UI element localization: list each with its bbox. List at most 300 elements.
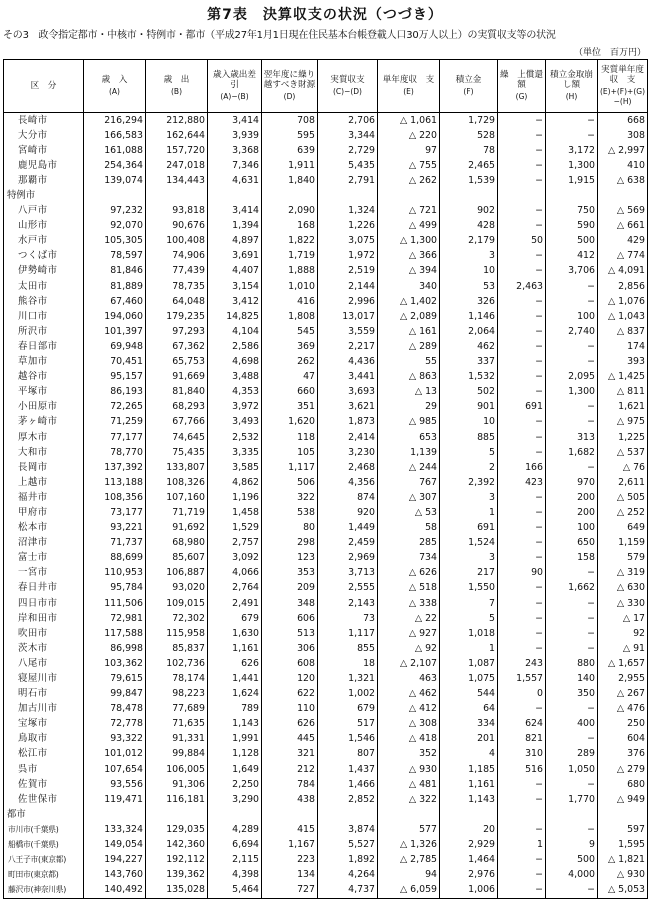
value-cell: 500 — [546, 853, 598, 868]
value-cell: 161,088 — [84, 143, 146, 158]
value-cell: 310 — [498, 747, 546, 762]
table-row — [4, 143, 648, 158]
value-cell: 98,223 — [146, 687, 208, 702]
value-cell: − — [546, 113, 598, 129]
value-cell: 50 — [498, 234, 546, 249]
value-cell: 1,006 — [440, 883, 498, 899]
value-cell: − — [546, 883, 598, 899]
table-row — [4, 777, 648, 792]
value-cell: − — [498, 822, 546, 837]
value-cell: 415 — [262, 822, 318, 837]
value-cell: 334 — [440, 717, 498, 732]
value-cell: △ 338 — [378, 596, 440, 611]
value-cell: △ 863 — [378, 370, 440, 385]
value-cell: 1,991 — [208, 732, 262, 747]
value-cell: 1,226 — [318, 219, 378, 234]
value-cell: 604 — [598, 732, 648, 747]
value-cell: 2,459 — [318, 536, 378, 551]
value-cell: 200 — [546, 490, 598, 505]
value-cell: △ 505 — [598, 490, 648, 505]
column-header-label: 繰 上償還額 — [500, 70, 543, 90]
value-cell: − — [498, 505, 546, 520]
value-cell — [208, 807, 262, 822]
value-cell: − — [498, 294, 546, 309]
value-cell: 2,250 — [208, 777, 262, 792]
value-cell: 517 — [318, 717, 378, 732]
value-cell — [498, 807, 546, 822]
value-cell: 108,326 — [146, 475, 208, 490]
value-cell: 855 — [318, 641, 378, 656]
value-cell: 2,764 — [208, 581, 262, 596]
value-cell: 139,074 — [84, 173, 146, 188]
value-cell: − — [498, 596, 546, 611]
value-cell: 590 — [546, 219, 598, 234]
table-row — [4, 370, 648, 385]
value-cell: △ 811 — [598, 385, 648, 400]
value-cell: 500 — [546, 234, 598, 249]
value-cell: 1,464 — [440, 853, 498, 868]
city-name: 市川市(千葉県) — [4, 822, 84, 837]
value-cell: 2,740 — [546, 324, 598, 339]
value-cell: 101,012 — [84, 747, 146, 762]
value-cell: 393 — [598, 355, 648, 370]
value-cell: 6,694 — [208, 838, 262, 853]
value-cell: △ 537 — [598, 445, 648, 460]
value-cell: 107,160 — [146, 490, 208, 505]
value-cell: △ 462 — [378, 687, 440, 702]
value-cell: 1,437 — [318, 762, 378, 777]
value-cell: − — [498, 551, 546, 566]
value-cell: 750 — [546, 204, 598, 219]
settlement-table — [3, 59, 648, 899]
value-cell: 106,887 — [146, 566, 208, 581]
value-cell: 81,840 — [146, 385, 208, 400]
value-cell: △ 91 — [598, 641, 648, 656]
value-cell: 538 — [262, 505, 318, 520]
column-header-code: (B) — [171, 87, 182, 96]
value-cell: △ 930 — [598, 868, 648, 883]
value-cell: 1,010 — [262, 279, 318, 294]
value-cell: 133,807 — [146, 460, 208, 475]
value-cell: 1 — [498, 838, 546, 853]
value-cell: 74,906 — [146, 249, 208, 264]
table-row — [4, 656, 648, 671]
value-cell: 247,018 — [146, 158, 208, 173]
table-row — [4, 173, 648, 188]
table-subtitle: その3 政令指定都市・中核市・特例市・都市（平成27年1月1日現在住民基本台帳登載人口30万人以上）の実質収支等の状況 — [3, 30, 556, 41]
value-cell: 4,631 — [208, 173, 262, 188]
value-cell: 97,293 — [146, 324, 208, 339]
city-name: 宮崎市 — [4, 143, 84, 158]
value-cell: − — [498, 641, 546, 656]
value-cell: 3,488 — [208, 370, 262, 385]
value-cell: − — [498, 853, 546, 868]
value-cell: − — [498, 777, 546, 792]
value-cell: 78,735 — [146, 279, 208, 294]
value-cell: 217 — [440, 566, 498, 581]
value-cell: △ 6,059 — [378, 883, 440, 899]
table-row — [4, 113, 648, 129]
value-cell: 3,335 — [208, 445, 262, 460]
table-row — [4, 732, 648, 747]
value-cell: 13,017 — [318, 309, 378, 324]
value-cell: 129,035 — [146, 822, 208, 837]
value-cell: − — [546, 566, 598, 581]
value-cell: 369 — [262, 339, 318, 354]
group-row — [4, 807, 648, 822]
value-cell: 1,620 — [262, 415, 318, 430]
value-cell: △ 2,997 — [598, 143, 648, 158]
value-cell: 134,443 — [146, 173, 208, 188]
value-cell: 106,005 — [146, 762, 208, 777]
column-header — [4, 60, 84, 113]
value-cell — [546, 807, 598, 822]
value-cell: 679 — [208, 611, 262, 626]
value-cell: △ 975 — [598, 415, 648, 430]
value-cell: 14,825 — [208, 309, 262, 324]
value-cell: 1,167 — [262, 838, 318, 853]
value-cell: △ 412 — [378, 702, 440, 717]
value-cell: 4,356 — [318, 475, 378, 490]
value-cell: 4,737 — [318, 883, 378, 899]
value-cell: 3,344 — [318, 128, 378, 143]
value-cell: 1,117 — [318, 626, 378, 641]
value-cell: 650 — [546, 536, 598, 551]
city-name: 太田市 — [4, 279, 84, 294]
value-cell: 5,527 — [318, 838, 378, 853]
value-cell: 1 — [440, 505, 498, 520]
value-cell: − — [498, 264, 546, 279]
value-cell: − — [546, 732, 598, 747]
value-cell — [318, 807, 378, 822]
value-cell: 353 — [262, 566, 318, 581]
city-name: 明石市 — [4, 687, 84, 702]
value-cell: 91,331 — [146, 732, 208, 747]
value-cell: 2,414 — [318, 430, 378, 445]
value-cell: 212,880 — [146, 113, 208, 129]
value-cell: 3,075 — [318, 234, 378, 249]
value-cell: 85,837 — [146, 641, 208, 656]
table-row — [4, 868, 648, 883]
value-cell: △ 930 — [378, 762, 440, 777]
value-cell: 429 — [598, 234, 648, 249]
value-cell: 5,435 — [318, 158, 378, 173]
value-cell: 4,353 — [208, 385, 262, 400]
value-cell: 639 — [262, 143, 318, 158]
value-cell: − — [546, 641, 598, 656]
value-cell: 86,193 — [84, 385, 146, 400]
value-cell: 118 — [262, 430, 318, 445]
value-cell: 416 — [262, 294, 318, 309]
value-cell: 100,408 — [146, 234, 208, 249]
value-cell: 53 — [440, 279, 498, 294]
value-cell: − — [498, 128, 546, 143]
value-cell: 67,460 — [84, 294, 146, 309]
city-name: 長崎市 — [4, 113, 84, 129]
value-cell: 90 — [498, 566, 546, 581]
value-cell: 1,550 — [440, 581, 498, 596]
value-cell: 321 — [262, 747, 318, 762]
value-cell: 298 — [262, 536, 318, 551]
value-cell: △ 1,326 — [378, 838, 440, 853]
value-cell: △ 476 — [598, 702, 648, 717]
city-name: 鳥取市 — [4, 732, 84, 747]
value-cell: 1,139 — [378, 445, 440, 460]
value-cell: 3,585 — [208, 460, 262, 475]
value-cell: 1,196 — [208, 490, 262, 505]
value-cell: 93,221 — [84, 521, 146, 536]
value-cell: 2,555 — [318, 581, 378, 596]
value-cell: − — [498, 792, 546, 807]
value-cell: 166,583 — [84, 128, 146, 143]
value-cell: 3,713 — [318, 566, 378, 581]
value-cell: △ 22 — [378, 611, 440, 626]
value-cell: 1,911 — [262, 158, 318, 173]
column-header-label: 実質単年度収 支 — [601, 65, 644, 85]
value-cell: 111,506 — [84, 596, 146, 611]
value-cell: 579 — [598, 551, 648, 566]
city-name: 佐世保市 — [4, 792, 84, 807]
city-name: 八戸市 — [4, 204, 84, 219]
value-cell: 95,157 — [84, 370, 146, 385]
value-cell: 1,075 — [440, 671, 498, 686]
value-cell: 4,436 — [318, 355, 378, 370]
table-row — [4, 521, 648, 536]
table-row — [4, 551, 648, 566]
value-cell: 1,449 — [318, 521, 378, 536]
column-header — [378, 60, 440, 113]
city-name: 松本市 — [4, 521, 84, 536]
city-name: 大分市 — [4, 128, 84, 143]
value-cell: △ 1,061 — [378, 113, 440, 129]
city-name: 春日井市 — [4, 581, 84, 596]
value-cell: 103,362 — [84, 656, 146, 671]
column-header-label: 実質収支 — [330, 75, 365, 85]
table-row — [4, 671, 648, 686]
value-cell: △ 366 — [378, 249, 440, 264]
table-row — [4, 490, 648, 505]
value-cell: 116,181 — [146, 792, 208, 807]
value-cell: 2,856 — [598, 279, 648, 294]
value-cell: 174 — [598, 339, 648, 354]
value-cell: △ 755 — [378, 158, 440, 173]
column-header-code: (A) — [109, 87, 120, 96]
value-cell: △ 330 — [598, 596, 648, 611]
value-cell: 1,185 — [440, 762, 498, 777]
table-row — [4, 687, 648, 702]
value-cell: 1,546 — [318, 732, 378, 747]
value-cell: 445 — [262, 732, 318, 747]
value-cell: 1,915 — [546, 173, 598, 188]
table-row — [4, 596, 648, 611]
value-cell: 3,412 — [208, 294, 262, 309]
value-cell: − — [498, 158, 546, 173]
value-cell: − — [546, 596, 598, 611]
value-cell: 3 — [440, 551, 498, 566]
value-cell: 9 — [546, 838, 598, 853]
value-cell: 880 — [546, 656, 598, 671]
group-row — [4, 188, 648, 203]
value-cell: 4,289 — [208, 822, 262, 837]
value-cell: △ 518 — [378, 581, 440, 596]
city-name: つくば市 — [4, 249, 84, 264]
value-cell: 1,324 — [318, 204, 378, 219]
value-cell: 67,766 — [146, 415, 208, 430]
value-cell: 1,018 — [440, 626, 498, 641]
value-cell: 72,265 — [84, 400, 146, 415]
value-cell: 1,532 — [440, 370, 498, 385]
value-cell: 1,682 — [546, 445, 598, 460]
city-name: 山形市 — [4, 219, 84, 234]
city-name: 福井市 — [4, 490, 84, 505]
city-name: 一宮市 — [4, 566, 84, 581]
value-cell: △ 927 — [378, 626, 440, 641]
value-cell: 91,306 — [146, 777, 208, 792]
value-cell: 885 — [440, 430, 498, 445]
value-cell: 3,441 — [318, 370, 378, 385]
value-cell: 3,290 — [208, 792, 262, 807]
value-cell — [146, 188, 208, 203]
value-cell: △ 308 — [378, 717, 440, 732]
value-cell: 78,174 — [146, 671, 208, 686]
value-cell: 85,607 — [146, 551, 208, 566]
value-cell: 1,128 — [208, 747, 262, 762]
value-cell: 3,972 — [208, 400, 262, 415]
value-cell: 1,458 — [208, 505, 262, 520]
value-cell: 1,394 — [208, 219, 262, 234]
value-cell: 4,897 — [208, 234, 262, 249]
value-cell: 68,980 — [146, 536, 208, 551]
value-cell: △ 2,107 — [378, 656, 440, 671]
value-cell: 4,698 — [208, 355, 262, 370]
value-cell: 107,654 — [84, 762, 146, 777]
value-cell: 2,465 — [440, 158, 498, 173]
city-name: 加古川市 — [4, 702, 84, 717]
value-cell: 2,611 — [598, 475, 648, 490]
value-cell: 2,392 — [440, 475, 498, 490]
value-cell: 3,939 — [208, 128, 262, 143]
city-name: 鹿児島市 — [4, 158, 84, 173]
value-cell — [378, 807, 440, 822]
value-cell: 2,586 — [208, 339, 262, 354]
table-row — [4, 445, 648, 460]
value-cell: △ 949 — [598, 792, 648, 807]
column-header-code: (H) — [565, 92, 578, 101]
table-row — [4, 505, 648, 520]
page-title: 第7表 決算収支の状況（つづき） — [207, 7, 443, 23]
value-cell: − — [546, 626, 598, 641]
value-cell: − — [498, 626, 546, 641]
value-cell: △ 262 — [378, 173, 440, 188]
value-cell: 254,364 — [84, 158, 146, 173]
value-cell: 1,161 — [208, 641, 262, 656]
value-cell: − — [498, 324, 546, 339]
value-cell: △ 1,076 — [598, 294, 648, 309]
value-cell: − — [546, 400, 598, 415]
value-cell: − — [498, 521, 546, 536]
value-cell: 192,112 — [146, 853, 208, 868]
value-cell: 262 — [262, 355, 318, 370]
value-cell: 3,559 — [318, 324, 378, 339]
value-cell: 2,996 — [318, 294, 378, 309]
value-cell: 2,729 — [318, 143, 378, 158]
value-cell: 72,981 — [84, 611, 146, 626]
value-cell: △ 626 — [378, 566, 440, 581]
table-row — [4, 475, 648, 490]
value-cell — [440, 188, 498, 203]
value-cell: − — [498, 581, 546, 596]
value-cell: 71,737 — [84, 536, 146, 551]
value-cell: 101,397 — [84, 324, 146, 339]
value-cell: 313 — [546, 430, 598, 445]
value-cell: 3,414 — [208, 204, 262, 219]
value-cell: 1,159 — [598, 536, 648, 551]
value-cell: 166 — [498, 460, 546, 475]
value-cell: 93,818 — [146, 204, 208, 219]
value-cell: 194,227 — [84, 853, 146, 868]
value-cell: 528 — [440, 128, 498, 143]
value-cell: 1,840 — [262, 173, 318, 188]
city-name: 八王子市(東京都) — [4, 853, 84, 868]
value-cell: △ 1,657 — [598, 656, 648, 671]
value-cell: 1,770 — [546, 792, 598, 807]
table-row — [4, 415, 648, 430]
value-cell: − — [498, 611, 546, 626]
city-name: 茅ヶ崎市 — [4, 415, 84, 430]
value-cell: 10 — [440, 415, 498, 430]
value-cell: △ 267 — [598, 687, 648, 702]
city-name: 沼津市 — [4, 536, 84, 551]
value-cell: 3,368 — [208, 143, 262, 158]
value-cell: 595 — [262, 128, 318, 143]
value-cell: 168 — [262, 219, 318, 234]
value-cell: 3,691 — [208, 249, 262, 264]
value-cell: 1,161 — [440, 777, 498, 792]
table-row — [4, 460, 648, 475]
value-cell: 81,846 — [84, 264, 146, 279]
value-cell: − — [498, 868, 546, 883]
value-cell: 1,050 — [546, 762, 598, 777]
value-cell: 606 — [262, 611, 318, 626]
value-cell: 1,662 — [546, 581, 598, 596]
value-cell — [598, 188, 648, 203]
value-cell: 4,104 — [208, 324, 262, 339]
value-cell: 109,015 — [146, 596, 208, 611]
value-cell: 326 — [440, 294, 498, 309]
value-cell: 622 — [262, 687, 318, 702]
value-cell: − — [498, 445, 546, 460]
value-cell: 428 — [440, 219, 498, 234]
value-cell: − — [498, 702, 546, 717]
table-row — [4, 536, 648, 551]
city-name: 甲府市 — [4, 505, 84, 520]
value-cell: − — [498, 536, 546, 551]
value-cell: 209 — [262, 581, 318, 596]
value-cell: 162,644 — [146, 128, 208, 143]
value-cell: 157,720 — [146, 143, 208, 158]
value-cell: 2,969 — [318, 551, 378, 566]
value-cell: △ 53 — [378, 505, 440, 520]
value-cell: 1,321 — [318, 671, 378, 686]
value-cell: 789 — [208, 702, 262, 717]
value-cell: 5 — [440, 611, 498, 626]
value-cell: − — [498, 204, 546, 219]
value-cell: △ 13 — [378, 385, 440, 400]
value-cell: 72,778 — [84, 717, 146, 732]
value-cell: 93,020 — [146, 581, 208, 596]
value-cell: 71,259 — [84, 415, 146, 430]
column-header-code: (E)+(F)+(G)−(H) — [600, 87, 645, 106]
